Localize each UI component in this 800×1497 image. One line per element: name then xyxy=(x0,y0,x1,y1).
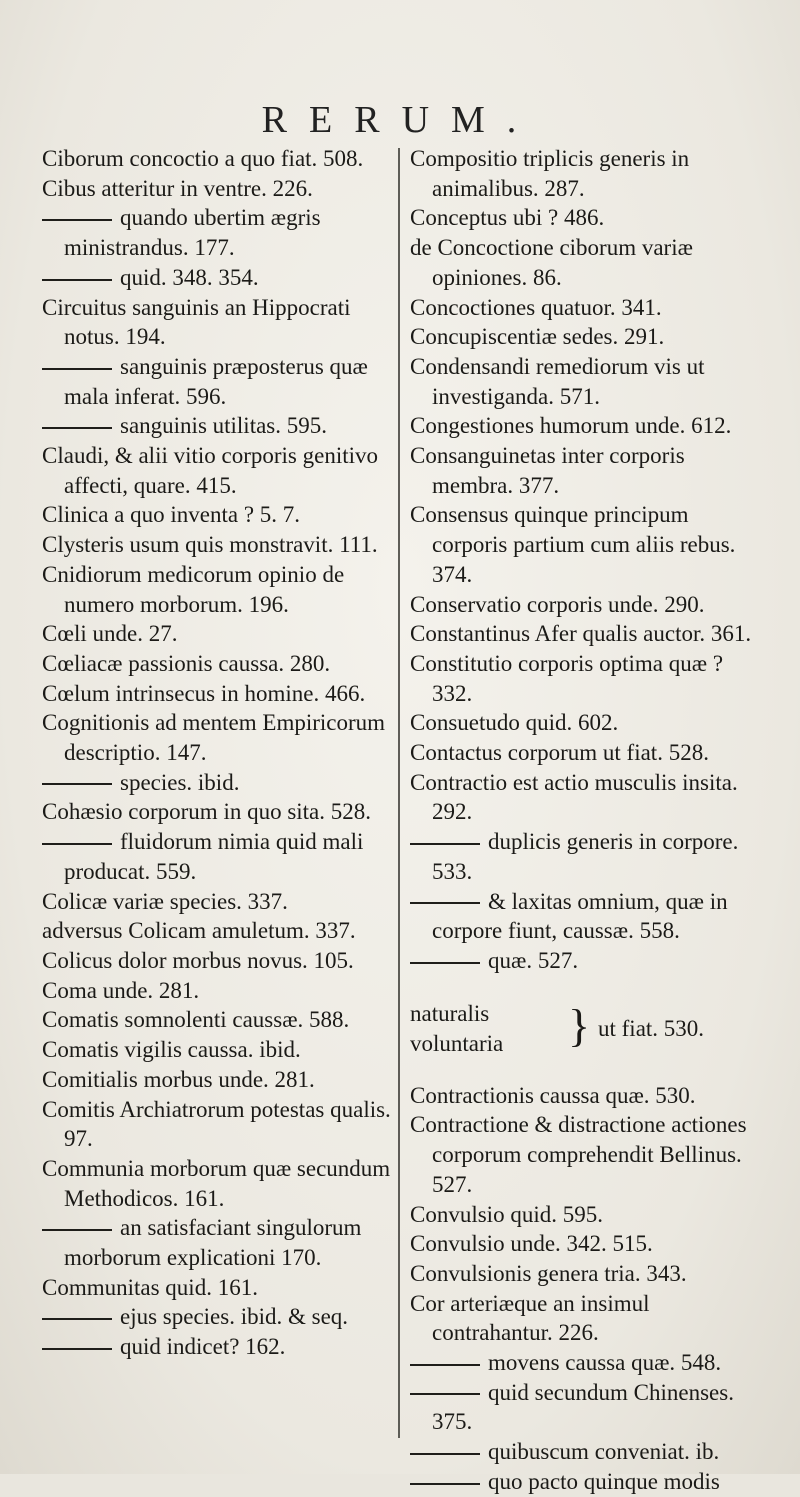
index-entry-text: Coma unde. 281. xyxy=(42,977,200,1003)
brace-line-2-text: voluntaria xyxy=(410,1030,504,1056)
index-entry xyxy=(42,976,402,1006)
index-entry xyxy=(42,441,402,500)
index-entry xyxy=(410,1378,760,1437)
index-entry-text: Clysteris usum quis monstravit. 111. xyxy=(42,532,378,558)
repeat-dash xyxy=(410,1483,480,1485)
index-entry xyxy=(42,1302,402,1332)
index-entry xyxy=(410,352,760,411)
index-entry xyxy=(410,1229,760,1259)
index-entry xyxy=(410,708,760,738)
index-entry xyxy=(42,946,402,976)
index-entry-text: Comitis Archiatrorum potestas qualis. 97. xyxy=(42,1096,391,1152)
index-entry-text: Cœliacæ passionis caussa. 280. xyxy=(42,650,331,676)
index-entry xyxy=(410,1289,760,1348)
index-entry-text: species. ibid. xyxy=(120,769,240,795)
index-entry xyxy=(42,1005,402,1035)
index-entry-text: Compositio triplicis generis in animalibus. 287. xyxy=(410,146,690,201)
index-entry-text: quid. 348. 354. xyxy=(120,264,259,290)
index-entry-text: Clinica a quo inventa ? 5. 7. xyxy=(42,502,301,528)
index-entry-text: Conceptus ubi ? 486. xyxy=(410,205,605,231)
repeat-dash xyxy=(410,1453,480,1455)
index-entry xyxy=(410,768,760,827)
index-entry xyxy=(410,1110,760,1199)
index-entry-text: Conservatio corporis unde. 290. xyxy=(410,591,705,617)
index-entry xyxy=(42,1213,402,1272)
index-entry-text: sanguinis utilitas. 595. xyxy=(120,413,327,439)
index-entry xyxy=(410,500,760,589)
index-entry-text: movens caussa quæ. 548. xyxy=(488,1350,722,1376)
index-entry xyxy=(410,1437,760,1467)
index-entry-text: an satisfaciant singulorum morborum explicationi 170. xyxy=(64,1215,362,1271)
index-entry-text: Contactus corporum ut fiat. 528. xyxy=(410,740,709,766)
index-entry-text: quando ubertim ægris ministrandus. 177. xyxy=(64,205,321,261)
index-entry xyxy=(42,1035,402,1065)
index-entry-text: Ciborum concoctio a quo fiat. 508. xyxy=(42,146,364,171)
index-entry-text: duplicis generis in corpore. 533. xyxy=(432,829,739,884)
index-entry xyxy=(42,649,402,679)
index-entry xyxy=(410,293,760,323)
repeat-dash xyxy=(42,1318,112,1320)
brace-line-1 xyxy=(410,999,489,1029)
index-entry-text: Comatis somnolenti caussæ. 588. xyxy=(42,1007,350,1033)
index-entry-text: Colicus dolor morbus novus. 105. xyxy=(42,947,354,973)
brace-suffix: ut fiat. 530. xyxy=(598,1015,705,1041)
index-entry-text: Concupiscentiæ sedes. 291. xyxy=(410,324,665,350)
repeat-dash xyxy=(42,1348,112,1350)
index-entry-text: quo pacto quinque modis xyxy=(488,1468,720,1494)
index-entry-text: Cnidiorum medicorum opinio de numero morborum. 196. xyxy=(42,561,345,617)
index-entry-text: sanguinis præposterus quæ mala inferat. 596. xyxy=(64,353,368,409)
index-entry xyxy=(410,887,760,946)
index-entry-text: Contractio est actio musculis insita. 292. xyxy=(410,769,738,825)
index-entry xyxy=(410,322,760,352)
index-entry-text: Congestiones humorum unde. 612. xyxy=(410,413,732,439)
index-entry-text: Constitutio corporis optima quæ ? 332. xyxy=(410,650,724,706)
running-head: RERUM. xyxy=(261,99,539,141)
index-entry xyxy=(42,174,402,204)
index-entry xyxy=(410,1348,760,1378)
index-entry xyxy=(42,293,402,352)
index-entry xyxy=(410,203,760,233)
index-entry-text: Condensandi remediorum vis ut investiganda. 571. xyxy=(410,353,705,409)
index-entry-text: Cohæsio corporum in quo sita. 528. xyxy=(42,799,372,825)
repeat-dash xyxy=(42,219,112,221)
index-entry xyxy=(42,619,402,649)
index-entry xyxy=(42,827,402,886)
index-entry xyxy=(410,827,760,886)
index-entry xyxy=(42,352,402,411)
index-entry xyxy=(42,560,402,619)
index-entry-text: Convulsionis genera tria. 343. xyxy=(410,1260,687,1286)
index-entry xyxy=(410,144,760,203)
index-entry xyxy=(410,619,760,649)
index-entry-text: Contractionis caussa quæ. 530. xyxy=(410,1082,696,1108)
index-entry xyxy=(410,946,760,976)
index-entry xyxy=(42,203,402,262)
index-entry xyxy=(42,144,402,174)
index-entry-text: Cognitionis ad mentem Empiricorum descriptio. 147. xyxy=(42,710,386,766)
index-entry-text: Circuitus sanguinis an Hippocrati notus. 194. xyxy=(42,294,351,350)
repeat-dash xyxy=(410,902,480,904)
index-entry-brace xyxy=(410,999,760,1058)
index-entry-text: quibuscum conveniat. ib. xyxy=(488,1439,720,1465)
repeat-dash xyxy=(42,843,112,845)
index-entry xyxy=(42,1095,402,1154)
index-entry-text: Cœli unde. 27. xyxy=(42,621,178,647)
repeat-dash xyxy=(410,1364,480,1366)
index-entry xyxy=(410,411,760,441)
index-entry-text: quæ. 527. xyxy=(488,947,579,973)
index-entry xyxy=(42,1332,402,1362)
index-entry xyxy=(42,411,402,441)
index-entry-text: de Concoctione ciborum variæ opiniones. 86. xyxy=(410,235,693,290)
index-entry-text: & laxitas omnium, quæ in corpore fiunt, caussæ. 558. xyxy=(432,888,728,944)
index-entry xyxy=(410,649,760,708)
repeat-dash xyxy=(42,783,112,785)
index-entry-text: Convulsio quid. 595. xyxy=(410,1201,603,1227)
index-entry-text: Consanguinetas inter corporis membra. 377. xyxy=(410,443,685,498)
index-column-left xyxy=(42,144,402,1362)
index-entry xyxy=(42,768,402,798)
index-entry-text: Consensus quinque principum corporis partium cum aliis rebus. 374. xyxy=(410,502,736,587)
index-entry-text: Claudi, & alii vitio corporis genitivo affecti, quare. 415. xyxy=(42,443,379,498)
index-entry-text: Cor arteriæque an insimul contrahantur. 226. xyxy=(410,1290,650,1346)
repeat-dash xyxy=(42,279,112,281)
index-entry-text: fluidorum nimia quid mali producat. 559. xyxy=(64,829,364,884)
index-entry-text: Communitas quid. 161. xyxy=(42,1274,258,1300)
index-entry xyxy=(42,679,402,709)
index-entry-text: ejus species. ibid. & seq. xyxy=(120,1304,349,1330)
index-entry xyxy=(42,797,402,827)
index-entry xyxy=(410,1081,760,1111)
index-entry xyxy=(410,590,760,620)
index-entry-text: quid secundum Chinenses. 375. xyxy=(432,1379,734,1435)
index-column-right xyxy=(410,144,760,1497)
index-entry xyxy=(42,1065,402,1095)
index-entry-text: Colicæ variæ species. 337. xyxy=(42,888,288,914)
repeat-dash xyxy=(42,427,112,429)
index-entry-text: Cibus atteritur in ventre. 226. xyxy=(42,175,313,201)
index-entry xyxy=(42,530,402,560)
index-entry xyxy=(410,1259,760,1289)
index-entry xyxy=(42,1154,402,1213)
repeat-dash xyxy=(410,1393,480,1395)
index-entry-text: Concoctiones quatuor. 341. xyxy=(410,294,662,320)
index-entry xyxy=(42,1273,402,1303)
repeat-dash xyxy=(42,368,112,370)
index-entry xyxy=(410,738,760,768)
index-entry-text: Communia morborum quæ secundum Methodicos. 161. xyxy=(42,1155,391,1211)
index-entry-text: adversus Colicam amuletum. 337. xyxy=(42,918,356,944)
index-entry-text: Contractione & distractione actiones corporum comprehendit Bellinus. 527. xyxy=(410,1112,747,1197)
index-entry xyxy=(42,916,402,946)
repeat-dash xyxy=(410,843,480,845)
brace-line-2 xyxy=(410,1029,503,1059)
index-entry xyxy=(42,263,402,293)
index-entry-text: Constantinus Afer qualis auctor. 361. xyxy=(410,621,752,647)
repeat-dash xyxy=(42,1229,112,1231)
index-entry xyxy=(42,708,402,767)
brace-line-1-text: naturalis xyxy=(410,1000,490,1026)
index-entry xyxy=(410,441,760,500)
repeat-dash xyxy=(410,962,480,964)
index-entry xyxy=(410,1200,760,1230)
index-entry-text: Consuetudo quid. 602. xyxy=(410,710,619,736)
index-entry xyxy=(42,500,402,530)
index-entry-text: Comitialis morbus unde. 281. xyxy=(42,1066,315,1092)
index-entry-text: Cœlum intrinsecus in homine. 466. xyxy=(42,680,366,706)
index-entry xyxy=(42,887,402,917)
index-entry xyxy=(410,1467,760,1497)
index-entry xyxy=(410,233,760,292)
index-entry-text: Comatis vigilis caussa. ibid. xyxy=(42,1037,301,1063)
column-divider xyxy=(398,148,400,1438)
index-entry-text: quid indicet? 162. xyxy=(120,1334,286,1360)
index-entry-text: Convulsio unde. 342. 515. xyxy=(410,1231,653,1257)
brace-glyph: } xyxy=(568,999,591,1051)
